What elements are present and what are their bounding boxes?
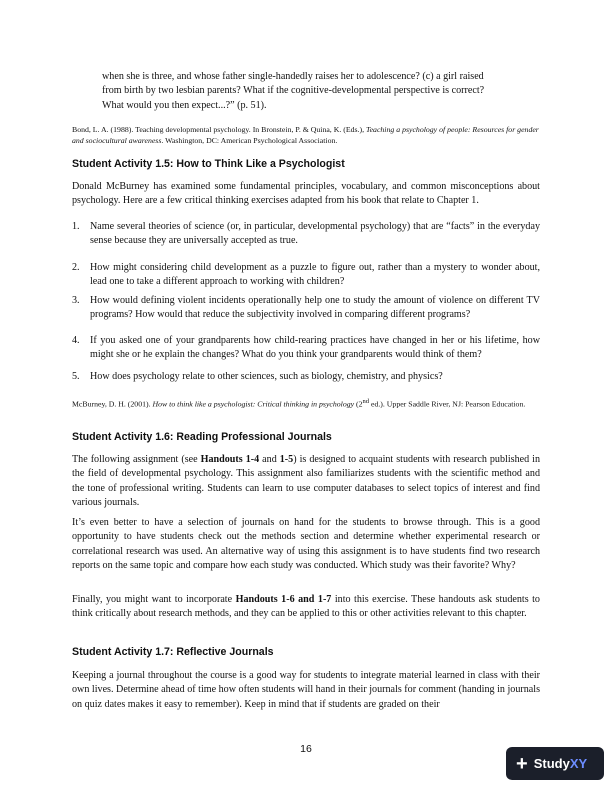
- paragraph-text: into this exercise. These handouts ask students to think critically about research methods, and they can be applied to this or other activities relevant to this chapter.: [72, 594, 540, 620]
- list-item: [72, 370, 540, 384]
- brand-name: [534, 756, 587, 771]
- list-number: 4.: [72, 335, 80, 346]
- brand-text: Study: [533, 756, 570, 771]
- section-heading: Student Activity 1.6: Reading Professional Journals: [72, 431, 332, 443]
- reference-text: . Washington, DC: American Psychological Association.: [161, 135, 338, 145]
- list-text: How might considering child development as a puzzle to figure out, rather than a mystery to wonder about, lead one to take a different approach to working with children?: [90, 262, 540, 288]
- reference-superscript: nd: [362, 398, 370, 405]
- plus-icon: +: [516, 752, 528, 775]
- paragraph: [72, 453, 540, 511]
- paragraph-text: Finally, you might want to incorporate: [72, 594, 236, 605]
- list-item: [72, 261, 540, 290]
- list-item: [72, 220, 540, 249]
- quote-line: from birth by two lesbian parents? What if the cognitive-developmental perspective is correct?: [102, 85, 485, 97]
- paragraph: Keeping a journal throughout the course is a good way for students to integrate material learned in class with their own lives. Determine ahead of time how often students will hand in their journals for comment (handing in journals on quiz dates makes it easy to remember). Keep in mind that if students are graded on their: [72, 670, 540, 710]
- list-text: How would defining violent incidents operationally help one to study the amount of violence on different TV programs? How would that reduce the subjectivity involved in comparing different programs?: [90, 295, 540, 321]
- handout-reference: Handouts 1-6 and 1-7: [235, 594, 332, 605]
- paragraph: [72, 593, 540, 622]
- paragraph: It’s even better to have a selection of journals on hand for the students to browse through. This is a good opportunity to have students check out the methods section and determine whether experimental research or correlational research was used. An alternative way of using this assignment is to have students find two research reports on the same topic and compare how each study was conducted. Which study was their favorite? Why?: [72, 517, 540, 572]
- list-text: Name several theories of science (or, in particular, developmental psychology) that are “facts” in the everyday sense because they are universally accepted as true.: [90, 221, 540, 247]
- list-text: How does psychology relate to other sciences, such as biology, chemistry, and physics?: [90, 371, 443, 382]
- paragraph-text: ) is designed to acquaint students with research published in the field of developmental psychology. This assignment also familiarizes students with the scientific method and the tone of professional writing. Students can learn to use computer databases to select topics of interest and find various journals.: [72, 454, 540, 509]
- brand-text-accent: XY: [569, 756, 588, 771]
- handout-reference: Handouts 1-4: [200, 454, 260, 465]
- list-item: [72, 334, 540, 363]
- quote-block: [102, 70, 522, 113]
- list-number: 2.: [72, 262, 80, 273]
- list-number: 5.: [72, 371, 80, 382]
- reference-text: (2: [354, 399, 363, 409]
- section-heading: Student Activity 1.7: Reflective Journals: [72, 646, 274, 658]
- reference-text: Bond, L. A. (1988). Teaching developmental psychology. In Bronstein, P. & Quina, K. (Eds.),: [72, 125, 366, 134]
- reference-text: McBurney, D. H. (2001).: [72, 399, 153, 409]
- reference-title: How to think like a psychologist: Critical thinking in psychology: [152, 399, 355, 409]
- studyxy-badge[interactable]: [506, 747, 604, 780]
- paragraph: Donald McBurney has examined some fundamental principles, vocabulary, and common misconceptions about psychology. Here are a few critical thinking exercises adapted from his book that relate to Chapter 1.: [72, 181, 540, 207]
- reference-text: ed.). Upper Saddle River, NJ: Pearson Education.: [369, 399, 526, 409]
- page-number: 16: [300, 743, 312, 755]
- list-text: If you asked one of your grandparents how child-rearing practices have changed in her or his lifetime, how might she or he explain the changes? What do you think your grandparents would think of them?: [90, 335, 540, 361]
- list-number: 3.: [72, 295, 80, 306]
- quote-line: What would you then expect...?” (p. 51).: [102, 99, 267, 111]
- reference-mcburney: [72, 397, 540, 410]
- quote-line: when she is three, and whose father single-handedly raises her to adolescence? (c) a girl raised: [102, 71, 484, 82]
- paragraph-text: The following assignment (see: [72, 454, 201, 465]
- section-heading: Student Activity 1.5: How to Think Like a Psychologist: [72, 158, 345, 170]
- list-item: [72, 294, 540, 323]
- paragraph-text: and: [259, 454, 280, 465]
- reference-bond: [72, 125, 540, 146]
- reference-title: Teaching a psychology of people: Resources for gender and sociocultural awareness: [72, 125, 539, 145]
- handout-reference: 1-5: [279, 454, 294, 465]
- list-number: 1.: [72, 221, 80, 232]
